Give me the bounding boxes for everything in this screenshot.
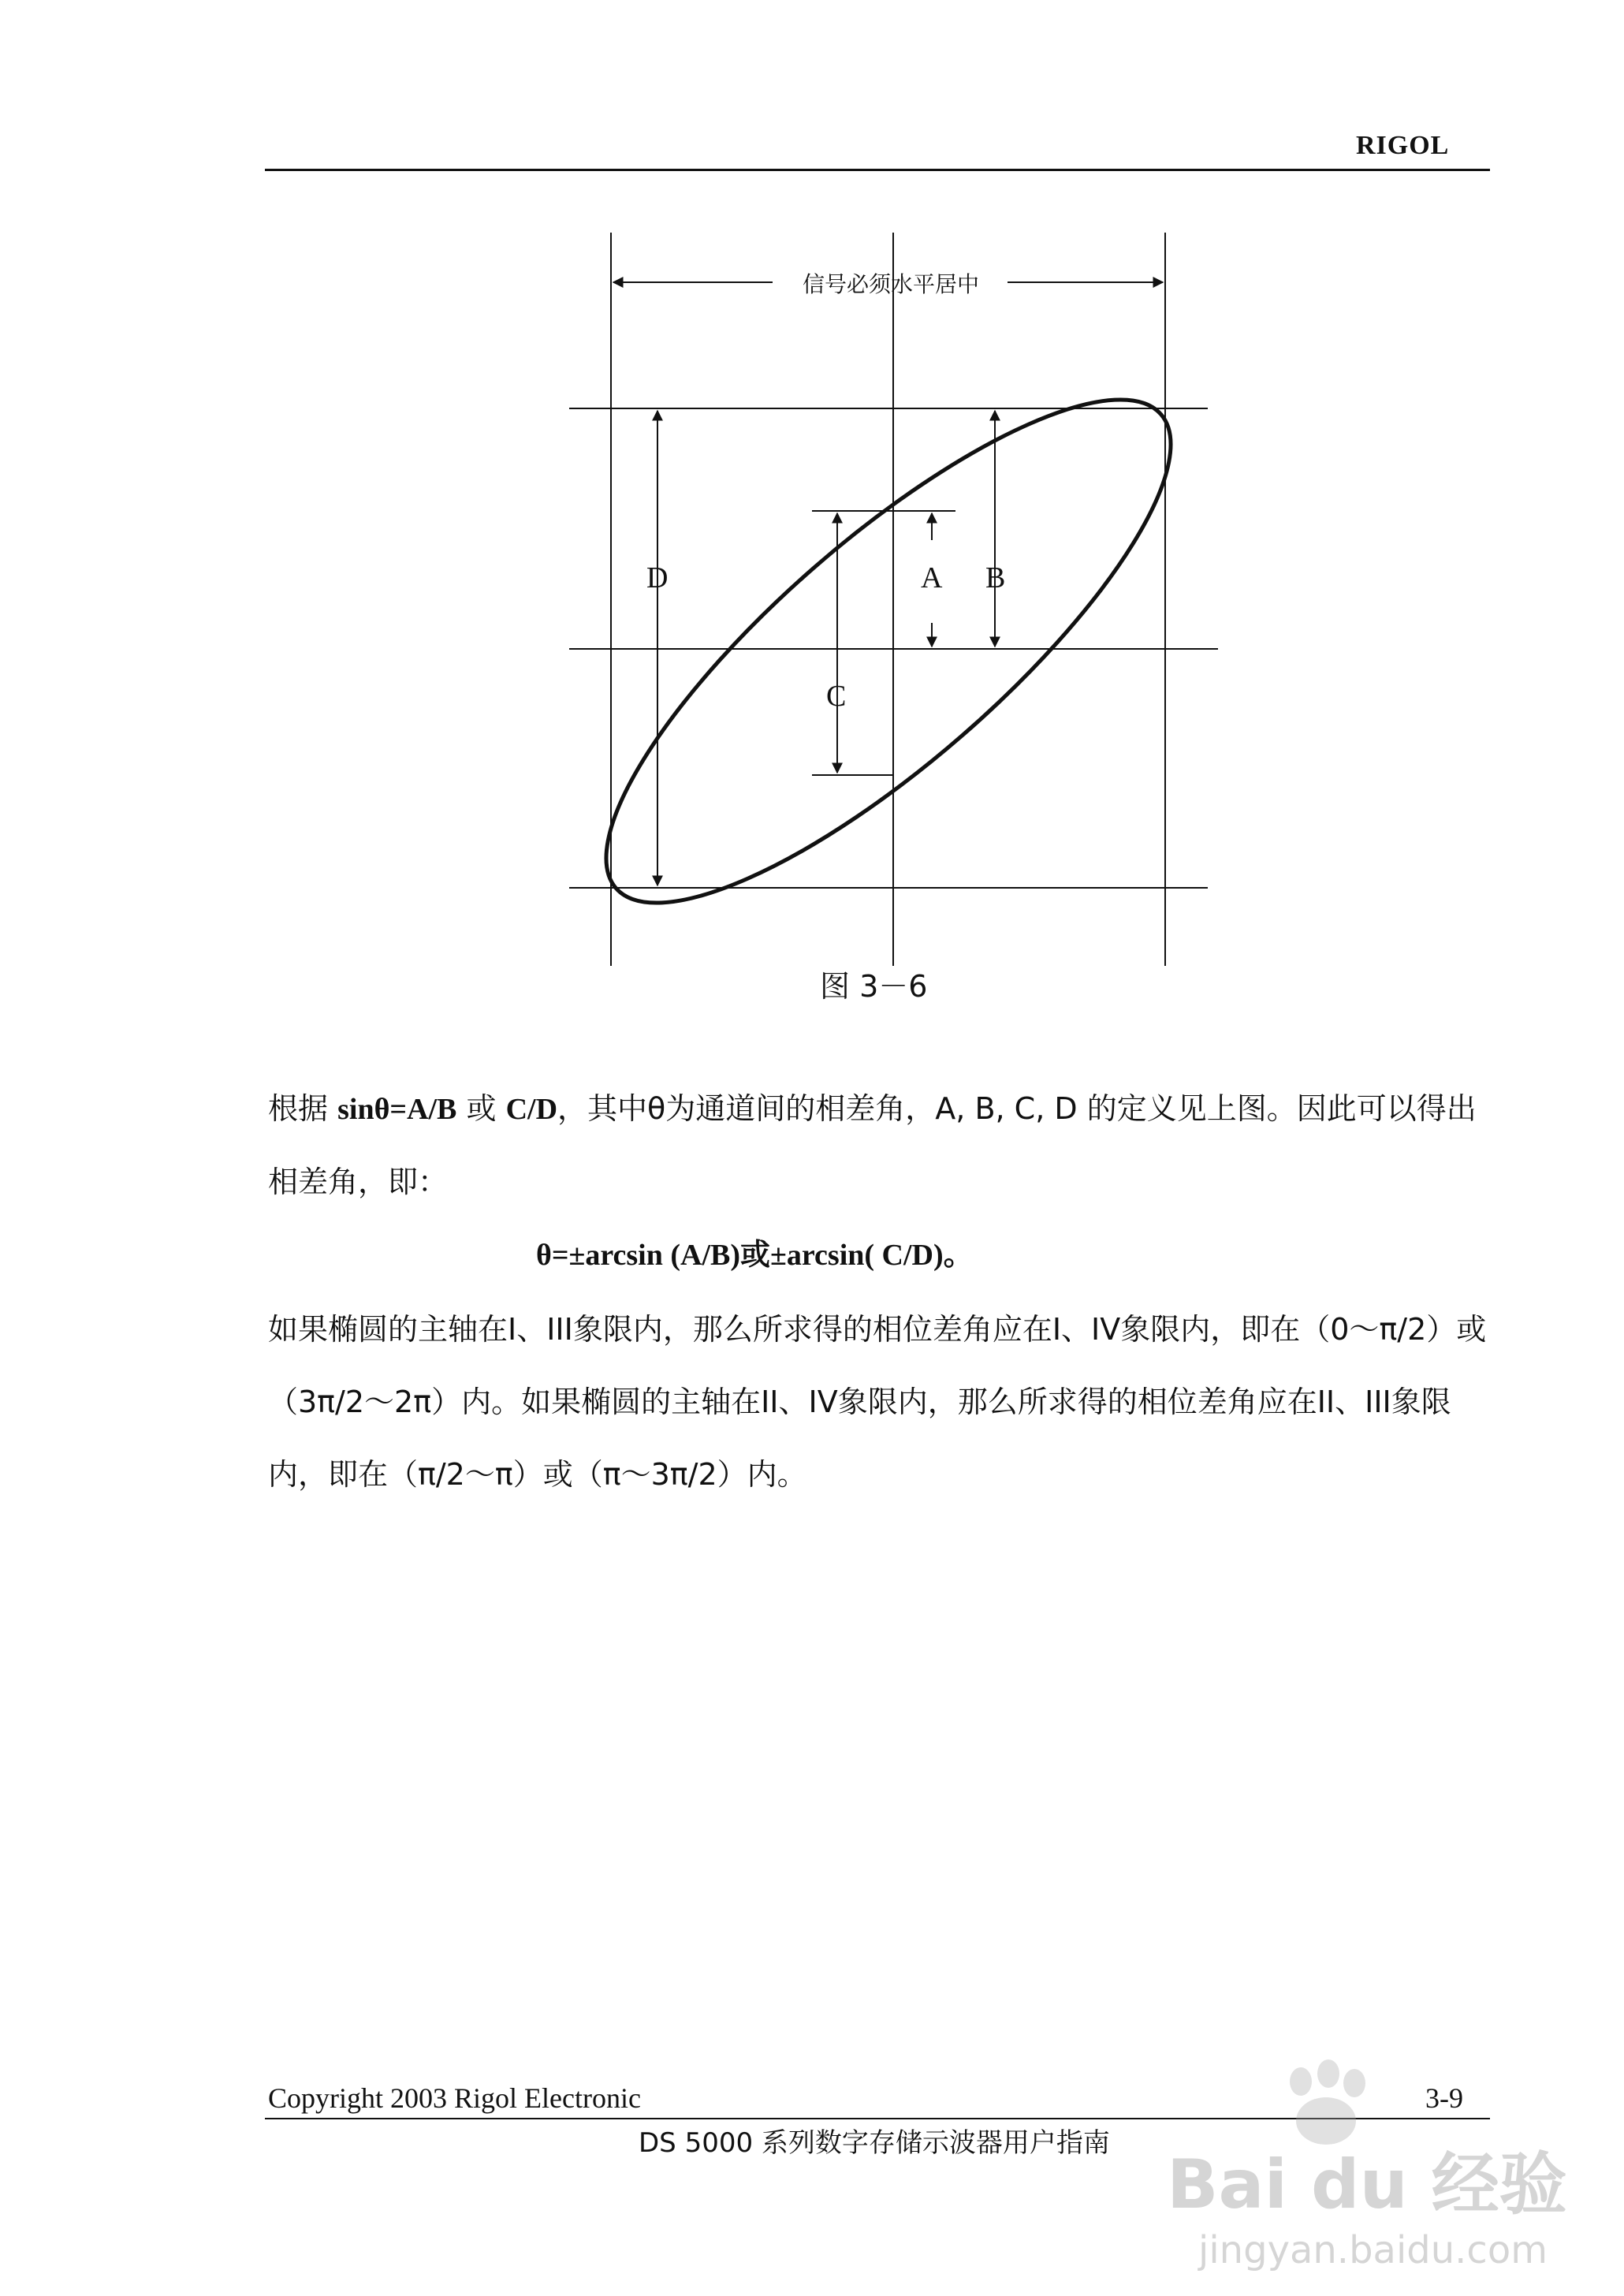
p1-text-1: 根据 bbox=[268, 1091, 338, 1126]
lissajous-figure bbox=[0, 0, 1624, 1025]
paw-icon-toe-3 bbox=[1343, 2069, 1365, 2097]
label-A: A bbox=[921, 561, 943, 594]
footer-copyright: Copyright 2003 Rigol Electronic bbox=[268, 2082, 641, 2114]
lissajous-ellipse bbox=[542, 330, 1235, 972]
figure-top-label: 信号必须水平居中 bbox=[802, 271, 980, 297]
brand-logo-text: RIGOL bbox=[1356, 131, 1450, 160]
phase-formula: θ=±arcsin (A/B)或±arcsin( C/D)。 bbox=[536, 1239, 974, 1272]
paw-icon-toe-2 bbox=[1317, 2059, 1339, 2088]
p1-text-3: ，其中θ为通道间的相差角，A, B, C, D 的定义见上图。因此可以得出相差角，即： bbox=[268, 1091, 1477, 1199]
p1-formula-cd: C/D bbox=[505, 1093, 558, 1126]
watermark-url: jingyan.baidu.com bbox=[1198, 2228, 1548, 2272]
footer-page-number: 3-9 bbox=[1425, 2082, 1463, 2114]
p1-formula-sin: sinθ=A/B bbox=[337, 1093, 457, 1126]
label-D: D bbox=[646, 561, 669, 594]
paw-icon-pad bbox=[1296, 2097, 1356, 2145]
footer-subtitle: DS 5000 系列数字存储示波器用户指南 bbox=[639, 2127, 1110, 2159]
label-C: C bbox=[826, 680, 847, 713]
label-B: B bbox=[985, 561, 1006, 594]
paragraph-definition bbox=[268, 1072, 1498, 1218]
baidu-watermark bbox=[1151, 2050, 1608, 2279]
p1-text-2: 或 bbox=[456, 1091, 506, 1126]
paw-icon-toe-1 bbox=[1290, 2067, 1312, 2096]
paragraph-quadrants: 如果椭圆的主轴在I、III象限内，那么所求得的相位差角应在I、IV象限内，即在（0～π/2）或（3π/2～2π）内。如果椭圆的主轴在II、IV象限内，那么所求得的相位差角应在II、III象限内，即在（π/2～π）或（π～3π/2）内。 bbox=[268, 1312, 1487, 1492]
watermark-logo: Bai du 经验 bbox=[1167, 2145, 1567, 2224]
figure-caption: 图 3－6 bbox=[820, 969, 928, 1004]
